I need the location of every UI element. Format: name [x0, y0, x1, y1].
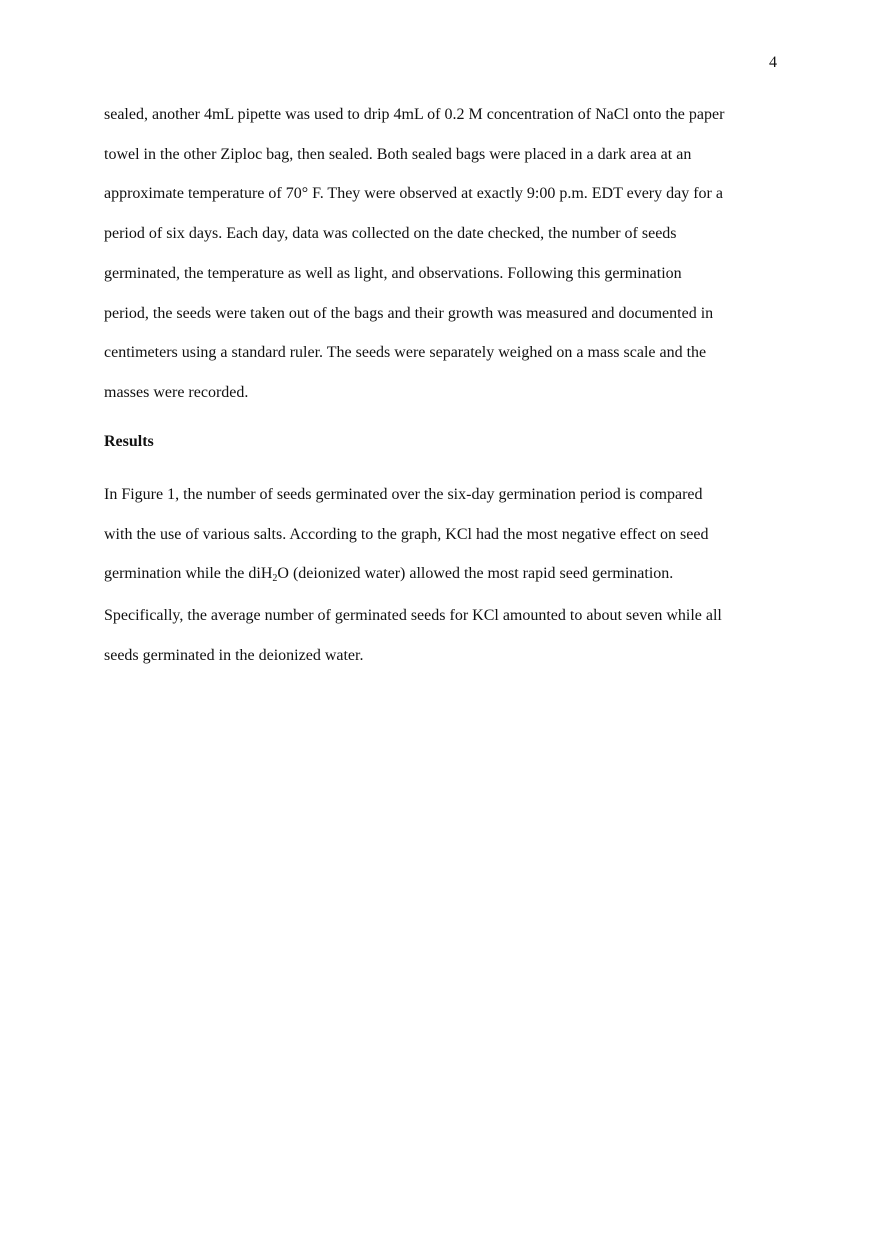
- text-line: masses were recorded.: [104, 383, 249, 401]
- page-number: 4: [769, 54, 777, 71]
- text-line: approximate temperature of 70° F. They were observed at exactly 9:00 p.m. EDT every day for a: [104, 185, 723, 203]
- text-line: sealed, another 4mL pipette was used to drip 4mL of 0.2 M concentration of NaCl onto the paper: [104, 106, 725, 123]
- text-line: towel in the other Ziploc bag, then sealed. Both sealed bags were placed in a dark area at an: [104, 145, 692, 163]
- text-line: period of six days. Each day, data was collected on the date checked, the number of seeds: [104, 225, 677, 243]
- text-line: seeds germinated in the deionized water.: [104, 646, 364, 664]
- text-segment: germination while the diH: [104, 565, 273, 583]
- subscript: 2: [272, 573, 278, 585]
- results-paragraph: [104, 475, 784, 676]
- text-line: period, the seeds were taken out of the bags and their growth was measured and documented in: [104, 304, 714, 322]
- methods-paragraph: [104, 95, 784, 413]
- results-heading: Results: [104, 433, 154, 450]
- text-line: with the use of various salts. According to the graph, KCl had the most negative effect on seed: [104, 525, 709, 543]
- text-line: In Figure 1, the number of seeds germinated over the six-day germination period is compared: [104, 486, 703, 503]
- text-segment: O (deionized water) allowed the most rapid seed germination.: [277, 565, 674, 583]
- text-line-with-subscript: [104, 554, 784, 596]
- text-line: centimeters using a standard ruler. The seeds were separately weighed on a mass scale and the: [104, 344, 707, 362]
- text-line: Specifically, the average number of germinated seeds for KCl amounted to about seven while all: [104, 607, 722, 625]
- text-line: germinated, the temperature as well as light, and observations. Following this germination: [104, 264, 682, 282]
